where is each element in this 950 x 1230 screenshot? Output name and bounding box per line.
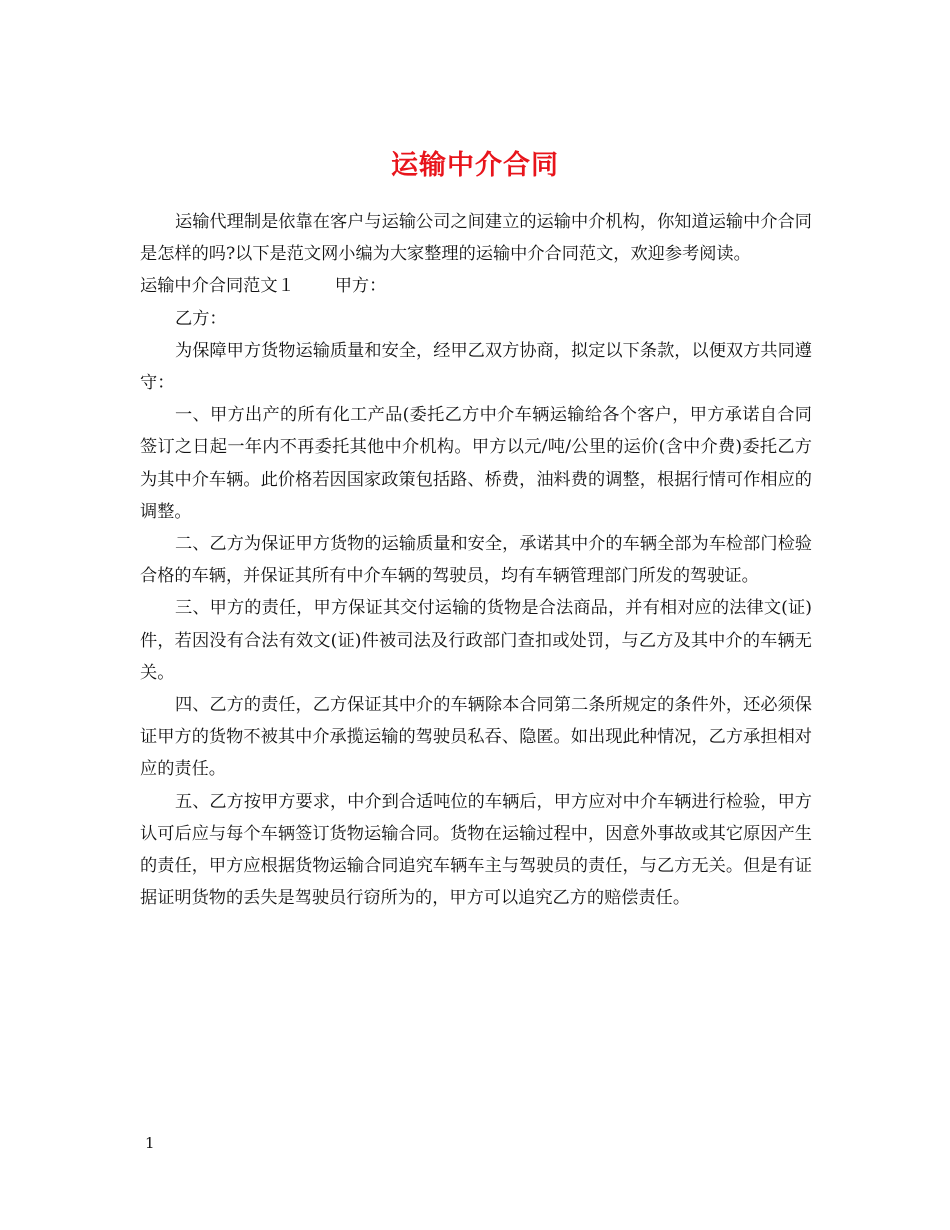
sample-heading-line — [140, 270, 812, 302]
party-b-label: 乙方： — [175, 308, 227, 329]
clause-4: 四、乙方的责任，乙方保证其中介的车辆除本合同第二条所规定的条件外，还必须保证甲方的货物不被其中介承揽运输的驾驶员私吞、隐匿。如出现此种情况，乙方承担相对应的责任。 — [140, 695, 812, 780]
sample-heading: 运输中介合同范文１ — [140, 276, 295, 297]
clause-2: 二、乙方为保证甲方货物的运输质量和安全，承诺其中介的车辆全部为车检部门检验合格的车辆，并保证其所有中介车辆的驾驶员，均有车辆管理部门所发的驾驶证。 — [140, 534, 812, 587]
party-a-label: 甲方： — [334, 276, 387, 297]
preamble-paragraph: 为保障甲方货物运输质量和安全，经甲乙双方协商，拟定以下条款，以便双方共同遵守： — [140, 340, 812, 394]
document-title: 运输中介合同 — [391, 150, 559, 182]
intro-paragraph: 运输代理制是依靠在客户与运输公司之间建立的运输中介机构，你知道运输中介合同是怎样的吗?以下是范文网小编为大家整理的运输中介合同范文，欢迎参考阅读。 — [140, 212, 812, 265]
clause-3: 三、甲方的责任，甲方保证其交付运输的货物是合法商品，并有相对应的法律文(证)件，若因没有合法有效文(证)件被司法及行政部门查扣或处罚，与乙方及其中介的车辆无关。 — [140, 598, 812, 683]
clause-5: 五、乙方按甲方要求，中介到合适吨位的车辆后，甲方应对中介车辆进行检验，甲方认可后应与每个车辆签订货物运输合同。货物在运输过程中，因意外事故或其它原因产生的责任，甲方应根据货物运输合同追究车辆车主与驾驶员的责任，与乙方无关。但是有证据证明货物的丢失是驾驶员行窃所为的，甲方可以追究乙方的赔偿责任。 — [140, 791, 812, 909]
document-body — [140, 206, 812, 914]
page-number: 1 — [145, 1134, 155, 1152]
clause-1: 一、甲方出产的所有化工产品(委托乙方中介车辆运输给各个客户，甲方承诺自合同签订之日起一年内不再委托其他中介机构。甲方以元/吨/公里的运价(含中介费)委托乙方为其中介车辆。此价格若因国家政策包括路、桥费，油料费的调整，根据行情可作相应的调整。 — [140, 405, 812, 522]
